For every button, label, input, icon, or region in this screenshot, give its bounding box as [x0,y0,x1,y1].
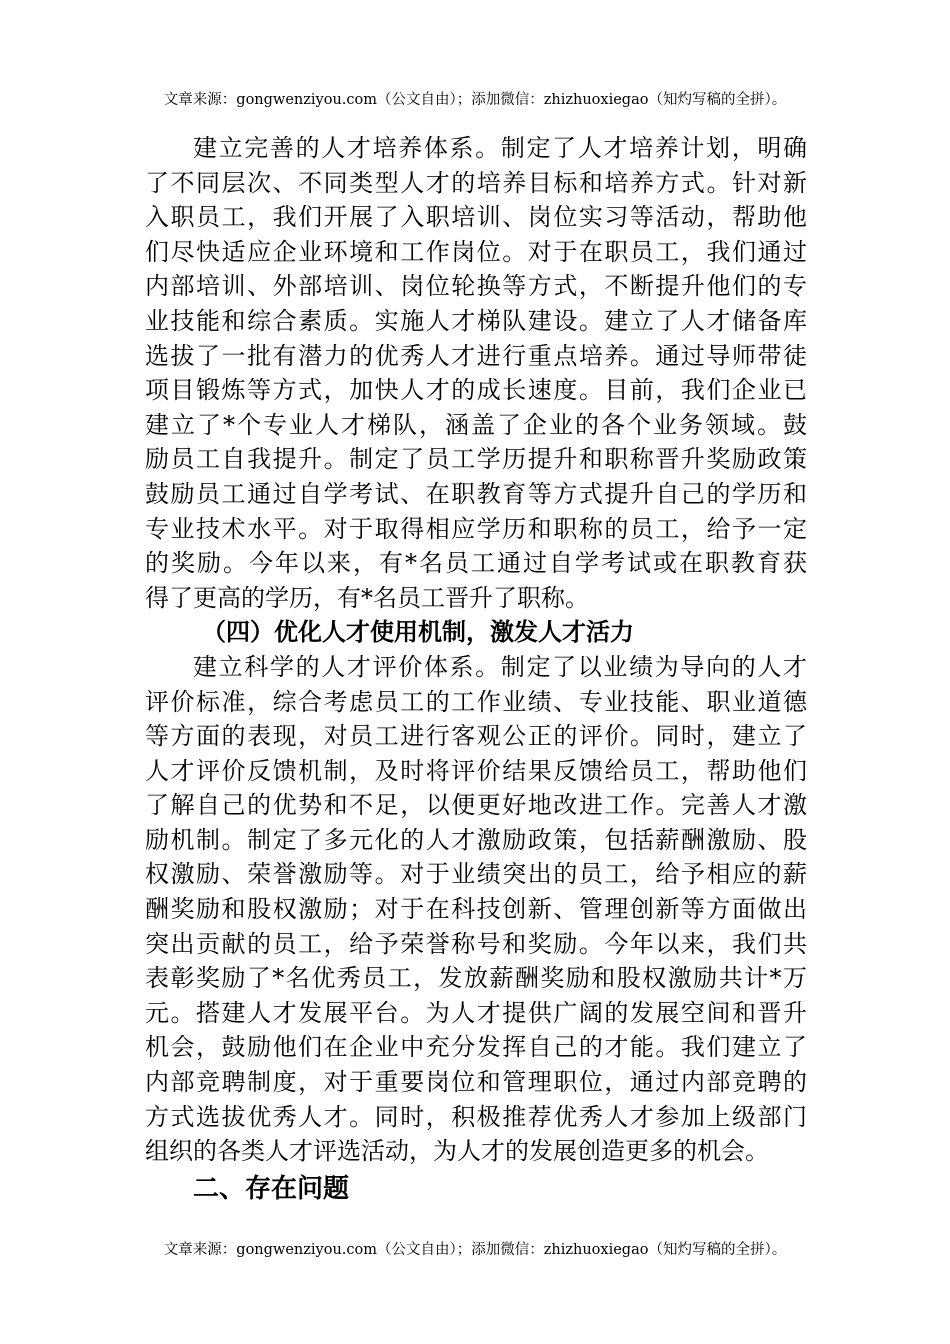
text-line: 酬奖励和股权激励；对于在科技创新、管理创新等方面做出 [145,895,807,924]
text-line: 了不同层次、不同类型人才的培养目标和培养方式。针对新 [145,168,807,197]
text-line: 人才评价反馈机制，及时将评价结果反馈给员工，帮助他们 [145,756,807,785]
text-line: 评价标准，综合考虑员工的工作业绩、专业技能、职业道德 [145,687,807,716]
text-line: 建立完善的人才培养体系。制定了人才培养计划，明确 [193,134,807,162]
text-line: 组织的各类人才评选活动，为人才的发展创造更多的机会。 [145,1137,769,1166]
text-line: 等方面的表现，对员工进行客观公正的评价。同时，建立了 [145,722,807,751]
page-header-source: 文章来源：gongwenziyou.com（公文自由）；添加微信：zhizhuoxiegao（知灼写稿的全拼）。 [163,92,787,108]
text-line: 表彰奖励了*名优秀员工，发放薪酬奖励和股权激励共计*万 [145,964,807,993]
text-line: 业技能和综合素质。实施人才梯队建设。建立了人才储备库 [145,306,807,335]
text-line: 建立了*个专业人才梯队，涵盖了企业的各个业务领域。鼓 [145,410,807,439]
text-line: 得了更高的学历，有*名员工晋升了职称。 [145,583,589,612]
text-line: 鼓励员工通过自学考试、在职教育等方式提升自己的学历和 [145,479,807,508]
paragraph-talent-usage [145,650,807,1169]
text-line: 权激励、荣誉激励等。对于业绩突出的员工，给予相应的薪 [145,860,807,889]
document-body [145,131,807,1209]
text-line: 的奖励。今年以来，有*名员工通过自学考试或在职教育获 [145,549,807,578]
section-heading: 二、存在问题 [193,1173,350,1204]
section-subheading: （四）优化人才使用机制，激发人才活力 [202,617,634,647]
page-footer-source: 文章来源：gongwenziyou.com（公文自由）；添加微信：zhizhuoxiegao（知灼写稿的全拼）。 [163,1242,787,1258]
paragraph-talent-training [145,131,807,615]
text-line: 项目锻炼等方式，加快人才的成长速度。目前，我们企业已 [145,376,807,405]
text-line: 入职员工，我们开展了入职培训、岗位实习等活动，帮助他 [145,203,807,232]
text-line: 专业技术水平。对于取得相应学历和职称的员工，给予一定 [145,514,807,543]
text-line: 选拔了一批有潜力的优秀人才进行重点培养。通过导师带徒 [145,341,807,370]
text-line: 机会，鼓励他们在企业中充分发挥自己的才能。我们建立了 [145,1033,807,1062]
text-line: 方式选拔优秀人才。同时，积极推荐优秀人才参加上级部门 [145,1102,807,1131]
text-line: 们尽快适应企业环境和工作岗位。对于在职员工，我们通过 [145,237,807,266]
text-line: 励员工自我提升。制定了员工学历提升和职称晋升奖励政策 [145,445,807,474]
text-line: 建立科学的人才评价体系。制定了以业绩为导向的人才 [193,652,807,681]
text-line: 突出贡献的员工，给予荣誉称号和奖励。今年以来，我们共 [145,929,807,958]
text-line: 内部培训、外部培训、岗位轮换等方式，不断提升他们的专 [145,272,807,301]
text-line: 元。搭建人才发展平台。为人才提供广阔的发展空间和晋升 [145,998,807,1027]
text-line: 内部竞聘制度，对于重要岗位和管理职位，通过内部竞聘的 [145,1068,807,1097]
text-line: 励机制。制定了多元化的人才激励政策，包括薪酬激励、股 [145,825,807,854]
text-line: 了解自己的优势和不足，以便更好地改进工作。完善人才激 [145,791,807,820]
